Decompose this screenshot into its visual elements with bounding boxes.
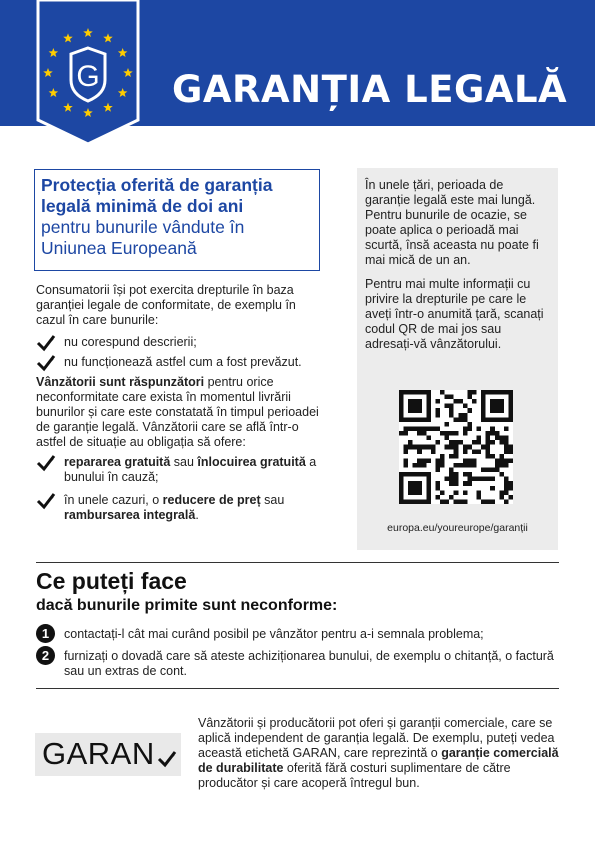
divider (36, 688, 559, 689)
step-item (36, 649, 556, 679)
replace-bold: înlocuirea gratuită (197, 455, 306, 469)
section-title: Ce puteți face (36, 568, 187, 594)
repair-bold: repararea gratuită (64, 455, 171, 469)
liability-text: pentru orice neconformitate care exista în momentul livrării bunurilor și care este constatată în timpul perioadei de garanție legală. Vânzătorii care se află într-o astfel de situație au obligația să ofere: (36, 375, 319, 449)
step-text: furnizați o dovadă care să ateste achiziționarea bunului, de exemplu o chitanță, o factură sau un extras de cont. (64, 649, 554, 678)
divider (36, 562, 559, 563)
step-number-badge: 1 (36, 624, 55, 643)
check-text: nu funcționează astfel cum a fost prevăzut. (64, 355, 302, 369)
garan-label (35, 733, 181, 776)
intro-box (34, 169, 320, 271)
rights-paragraph: Consumatorii își pot exercita drepturile în baza garanției legale de conformitate, de exemplu în cazul în care bunurile: (36, 283, 296, 327)
page-title: GARANȚIA LEGALĂ (172, 68, 568, 111)
checkmark-icon (157, 750, 177, 768)
commercial-guarantee-text (198, 716, 560, 791)
section-subtitle: dacă bunurile primite sunt neconforme: (36, 597, 338, 614)
garan-label-text: GARAN (42, 736, 155, 771)
shield-letter: G (76, 60, 100, 93)
step-number-badge: 2 (36, 646, 55, 665)
intro-bold-line-1: Protecția oferită de garanția (41, 175, 273, 195)
rights-section (36, 283, 326, 528)
check-text: . (195, 508, 199, 522)
liability-paragraph (36, 375, 326, 450)
checkmark-icon (36, 334, 56, 352)
price-reduction-bold: reducere de preț (162, 493, 261, 507)
list-item (36, 355, 326, 370)
footer-text-end: oferită fără costuri suplimentare de către producător și care acoperă întregul bun. (198, 761, 511, 790)
check-text: sau (260, 493, 285, 507)
footer-text: Vânzătorii și producătorii pot oferi și garanții comerciale, care se aplică independent de garanția legală. De exemplu, puteți vedea această etichetă GARAN, care reprezintă o (198, 716, 555, 760)
footer-bold: garanție comercială de durabilitate (198, 746, 559, 775)
list-item (36, 455, 326, 485)
intro-bold-line-2: legală minimă de doi ani (41, 196, 244, 216)
sidebar-paragraph-2: Pentru mai multe informații cu privire la drepturile pe care le aveți într-o anumită țară, scanați codul QR de mai jos sau adresați-vă vânzătorului. (365, 277, 544, 351)
info-sidebar (357, 168, 558, 550)
sidebar-paragraph-1: În unele țări, perioada de garanție legală este mai lungă. Pentru bunurile de ocazie, se poate aplica o perioadă mai scurtă, însă aceasta nu poate fi mai mică de un an. (365, 178, 539, 267)
intro-line-4: Uniunea Europeană (41, 238, 197, 258)
refund-bold: rambursarea integrală (64, 508, 196, 522)
check-text: nu corespund descrierii; (64, 335, 197, 349)
qr-code[interactable] (399, 390, 513, 504)
step-text: contactați-l cât mai curând posibil pe vânzător pentru a-i semnala problema; (64, 627, 484, 641)
liability-bold: Vânzătorii sunt răspunzători (36, 375, 205, 389)
intro-line-3: pentru bunurile vândute în (41, 217, 245, 237)
check-text: sau (170, 455, 198, 469)
list-item (36, 493, 326, 523)
eu-shield-logo (35, 0, 141, 146)
list-item (36, 335, 326, 350)
check-text: a bunului în cauză; (64, 455, 317, 484)
website-link[interactable]: europa.eu/youreurope/garanții (387, 522, 528, 534)
checkmark-icon (36, 454, 56, 472)
check-text: în unele cazuri, o (64, 493, 163, 507)
checkmark-icon (36, 492, 56, 510)
checkmark-icon (36, 354, 56, 372)
step-item (36, 627, 556, 642)
